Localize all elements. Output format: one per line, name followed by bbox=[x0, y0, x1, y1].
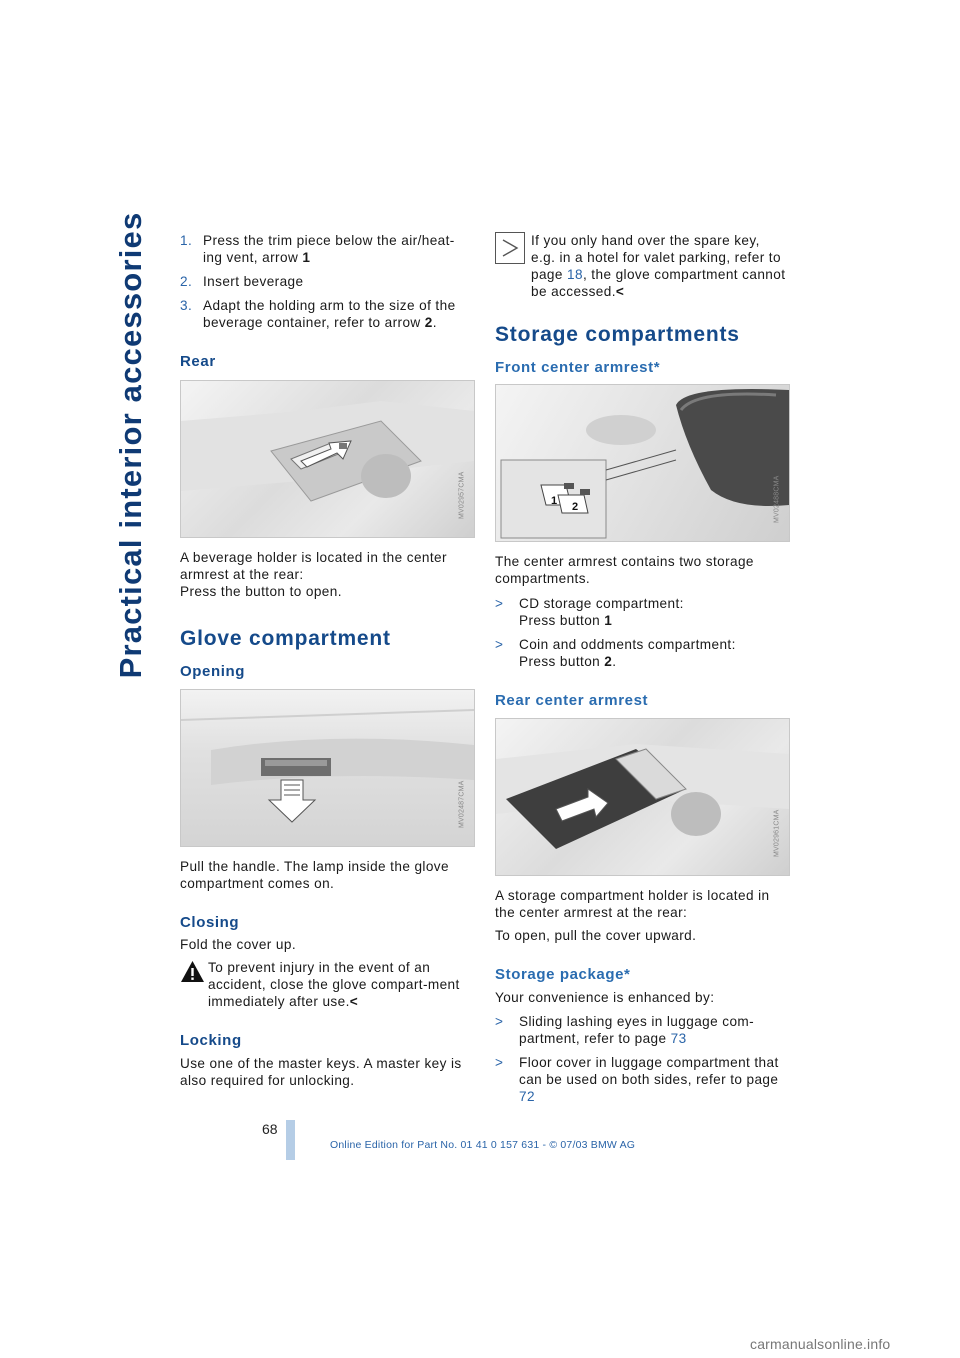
storage-compartments-heading: Storage compartments bbox=[495, 323, 740, 346]
step-arrow-ref: 1 bbox=[302, 250, 311, 265]
page-number: 68 bbox=[262, 1121, 278, 1137]
rear-armrest-heading: Rear center armrest bbox=[495, 692, 649, 709]
closing-heading: Closing bbox=[180, 914, 240, 931]
figure-code: MV02961CMA bbox=[774, 809, 781, 857]
svg-text:2: 2 bbox=[572, 501, 579, 513]
front-armrest-heading: Front center armrest* bbox=[495, 359, 661, 376]
bullet: > bbox=[495, 1014, 504, 1029]
bullet: > bbox=[495, 637, 504, 652]
front-armrest-illustration bbox=[496, 385, 789, 541]
bullet: > bbox=[495, 1055, 504, 1070]
figure-code: MV02487CMA bbox=[459, 780, 466, 828]
warning-icon bbox=[180, 959, 205, 984]
left-column bbox=[180, 232, 472, 1095]
locking-text: Use one of the master keys. A master key is also required for unlocking. bbox=[180, 1056, 462, 1088]
warning-text: To prevent injury in the event of an accident, close the glove compart-ment immediately after use. bbox=[208, 960, 460, 1009]
page-bar bbox=[286, 1120, 295, 1160]
step-number: 3. bbox=[180, 298, 193, 313]
step-arrow-ref: 2 bbox=[424, 315, 433, 330]
end-mark: < bbox=[615, 284, 625, 299]
step-number: 2. bbox=[180, 274, 193, 289]
list-item: > Floor cover in luggage compartment that can be used on both sides, refer to page 72 bbox=[495, 1055, 779, 1104]
note-text: If you only hand over the spare key, e.g. in a hotel for valet parking, refer to page bbox=[531, 233, 781, 282]
list-item: > CD storage compartment: Press button 1 bbox=[495, 596, 684, 628]
front-armrest-figure bbox=[495, 384, 790, 542]
figure-code: MV02488CMA bbox=[774, 475, 781, 523]
glove-compartment-heading: Glove compartment bbox=[180, 627, 391, 650]
step-item bbox=[180, 273, 472, 290]
svg-text:1: 1 bbox=[551, 495, 558, 507]
locking-heading: Locking bbox=[180, 1032, 242, 1049]
rear-text-2: Press the button to open. bbox=[180, 584, 342, 599]
edition-footer: Online Edition for Part No. 01 41 0 157 631 - © 07/03 BMW AG bbox=[330, 1139, 636, 1151]
rear-text: A beverage holder is located in the center armrest at the rear: bbox=[180, 550, 447, 582]
armrest-illustration bbox=[181, 381, 474, 537]
glove-box-illustration bbox=[181, 690, 474, 846]
storage-package-heading: Storage package* bbox=[495, 966, 631, 983]
list-item: > Sliding lashing eyes in luggage com-partment, refer to page 73 bbox=[495, 1014, 755, 1046]
step-item bbox=[180, 232, 472, 266]
front-text: The center armrest contains two storage compartments. bbox=[495, 554, 754, 586]
rear-heading: Rear bbox=[180, 353, 216, 370]
page-link[interactable]: 72 bbox=[519, 1089, 535, 1104]
closing-warning bbox=[180, 959, 472, 1010]
closing-text: Fold the cover up. bbox=[180, 937, 297, 952]
rear-armrest-figure bbox=[495, 718, 790, 876]
rear-beverage-holder-figure bbox=[180, 380, 475, 538]
opening-heading: Opening bbox=[180, 663, 246, 680]
list-item: > Coin and oddments compartment: Press button 2. bbox=[495, 637, 736, 669]
end-mark: < bbox=[349, 994, 359, 1009]
page-link[interactable]: 18 bbox=[567, 267, 583, 282]
watermark: carmanualsonline.info bbox=[750, 1336, 891, 1352]
page-link[interactable]: 73 bbox=[670, 1031, 687, 1046]
opening-text: Pull the handle. The lamp inside the glove compartment comes on. bbox=[180, 859, 449, 891]
step-item: 3. Adapt the holding arm to the size of the beverage container, refer to arrow 2. bbox=[180, 298, 456, 330]
step-text: Press the trim piece below the air/heat-ing vent, arrow bbox=[203, 233, 455, 265]
rear-armrest-text-2: To open, pull the cover upward. bbox=[495, 928, 697, 943]
glove-opening-figure bbox=[180, 689, 475, 847]
step-text: Insert beverage bbox=[203, 274, 304, 289]
note-arrow-icon bbox=[495, 232, 525, 264]
bullet: > bbox=[495, 596, 504, 611]
step-text: Adapt the holding arm to the size of the beverage container, refer to arrow bbox=[203, 298, 456, 330]
spare-key-note: If you only hand over the spare key, e.g. in a hotel for valet parking, refer to page 18, the glove compartment cannot be accessed.< bbox=[495, 232, 787, 300]
figure-code: MV02957CMA bbox=[459, 471, 466, 519]
rear-armrest-text: A storage compartment holder is located in the center armrest at the rear: bbox=[495, 888, 770, 920]
side-section-title bbox=[112, 211, 150, 679]
right-column bbox=[495, 232, 787, 1112]
rear-armrest-illustration bbox=[496, 719, 789, 875]
step-number: 1. bbox=[180, 233, 193, 248]
section-title-text: Practical interior accessories bbox=[113, 211, 148, 679]
package-intro: Your convenience is enhanced by: bbox=[495, 990, 715, 1005]
